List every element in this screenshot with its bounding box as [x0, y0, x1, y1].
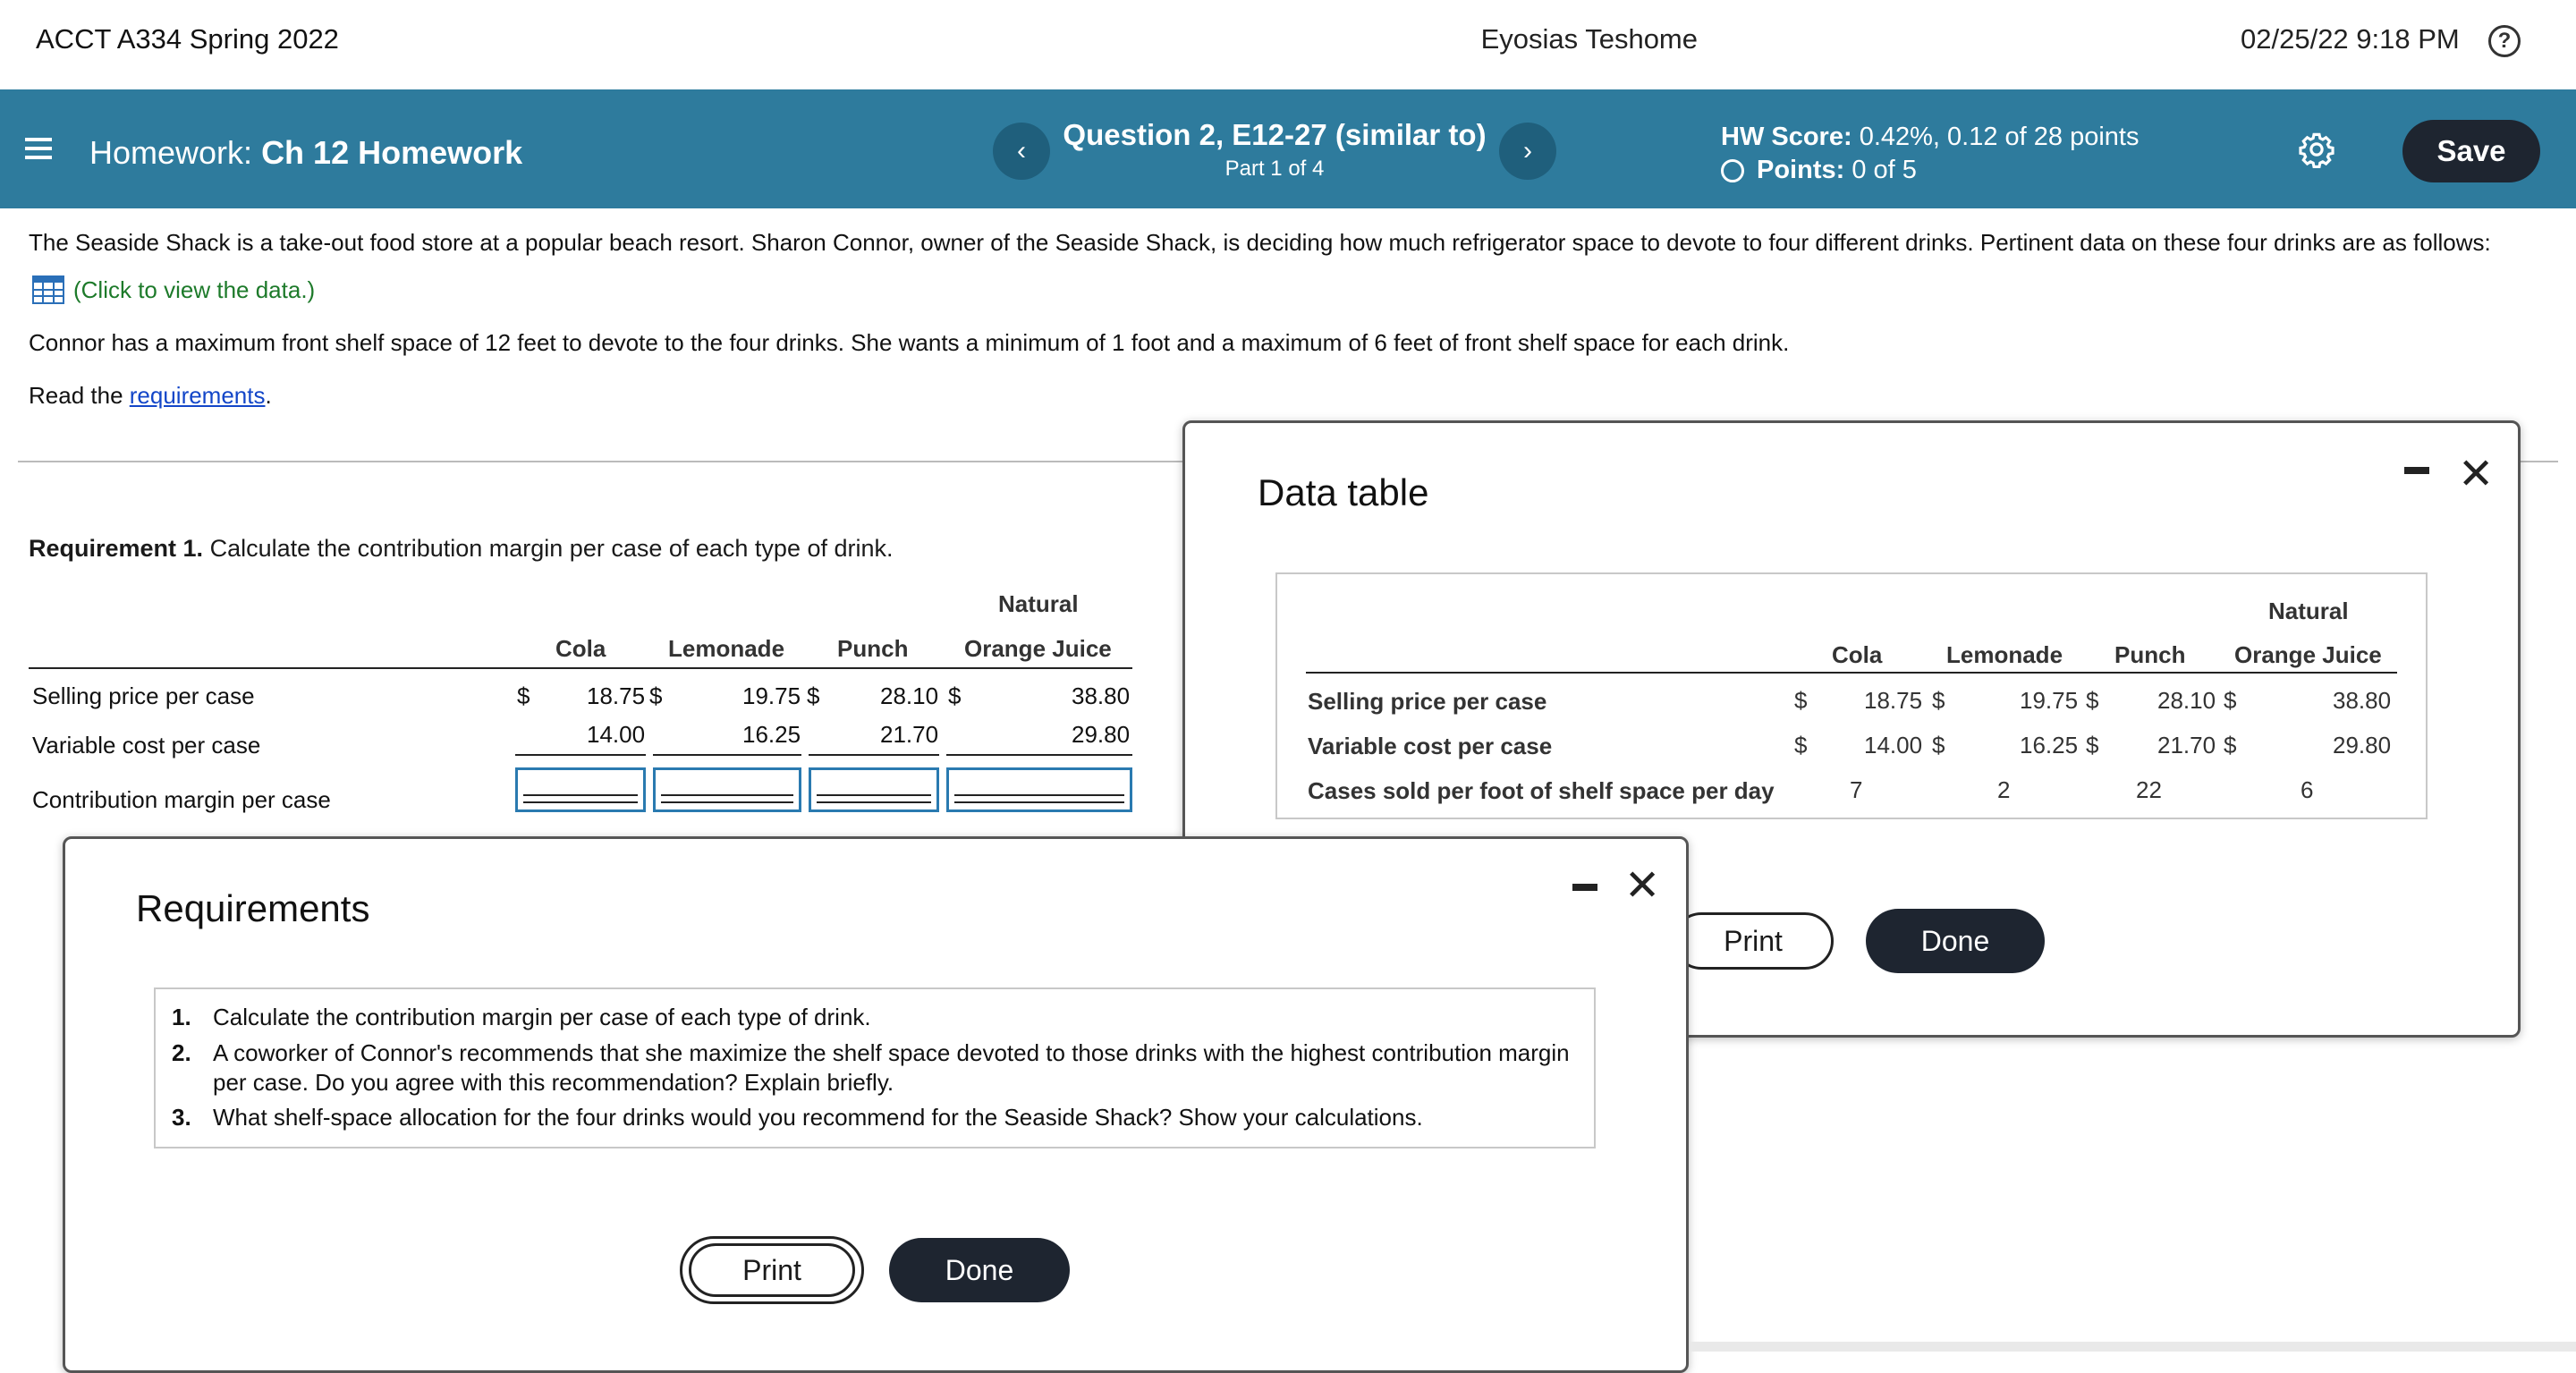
row-label: Contribution margin per case — [32, 786, 331, 813]
requirements-print-button[interactable] — [680, 1236, 864, 1304]
print-label[interactable]: Print — [689, 1243, 855, 1297]
help-icon[interactable]: ? — [2488, 25, 2521, 57]
requirement-number: 1. — [172, 1004, 191, 1030]
cell-value: 19.75 — [742, 682, 801, 709]
student-name: Eyosias Teshome — [1480, 23, 1698, 55]
points-value: 0 of 5 — [1852, 156, 1917, 184]
cell-value: 29.80 — [1072, 721, 1131, 748]
question-title: Question 2, E12-27 (similar to) — [1063, 118, 1487, 151]
requirement-1-prompt — [29, 535, 894, 563]
homework-name: Ch 12 Homework — [261, 134, 523, 171]
requirement-item — [172, 1039, 1570, 1067]
homework-prefix: Homework: — [89, 134, 253, 171]
currency-symbol: $ — [1932, 687, 1945, 714]
currency-symbol: $ — [517, 682, 530, 709]
question-part: Part 1 of 4 — [1224, 157, 1325, 181]
view-data-label[interactable]: (Click to view the data.) — [73, 275, 316, 303]
subtotal-rule — [515, 754, 646, 756]
cell-value: 21.70 — [2157, 732, 2216, 759]
cell-value: 22 — [2136, 776, 2162, 803]
save-button[interactable]: Save — [2402, 120, 2540, 182]
column-header: Cola — [555, 635, 606, 662]
header-rule — [29, 667, 1132, 669]
subtotal-rule — [653, 754, 801, 756]
read-suffix: . — [265, 382, 272, 409]
minimize-icon[interactable] — [1572, 884, 1597, 891]
row-label: Cases sold per foot of shelf space per day — [1308, 777, 1775, 804]
points — [1721, 156, 1917, 185]
requirement-text: Calculate the contribution margin per case of each type of drink. — [213, 1004, 871, 1030]
requirement-item — [172, 1104, 1423, 1131]
column-header: Orange Juice — [2234, 641, 2382, 668]
currency-symbol: $ — [1794, 732, 1808, 759]
column-header: Lemonade — [1946, 641, 2063, 668]
cell-value: 18.75 — [1864, 687, 1923, 714]
next-question-button[interactable]: › — [1499, 123, 1556, 180]
currency-symbol: $ — [807, 682, 820, 709]
minimize-icon[interactable] — [2404, 467, 2429, 474]
column-header: Punch — [2114, 641, 2186, 668]
hw-score — [1721, 123, 2140, 152]
horizontal-scrollbar[interactable] — [1690, 1342, 2576, 1352]
datetime: 02/25/22 9:18 PM — [2241, 23, 2460, 55]
column-natural: Natural — [998, 590, 1079, 617]
hw-score-value: 0.42%, 0.12 of 28 points — [1859, 123, 2140, 151]
column-natural: Natural — [2268, 598, 2349, 624]
orange-juice-cm-input[interactable] — [946, 767, 1132, 812]
menu-icon[interactable] — [25, 138, 52, 159]
header-rule — [1306, 672, 2397, 674]
cell-value: 28.10 — [880, 682, 939, 709]
currency-symbol: $ — [1932, 732, 1945, 759]
requirement-number: 2. — [172, 1039, 191, 1066]
currency-symbol: $ — [2224, 687, 2237, 714]
homework-title — [89, 134, 522, 172]
cell-value: 7 — [1850, 776, 1863, 803]
cell-value: 2 — [1997, 776, 2011, 803]
cell-value: 18.75 — [587, 682, 646, 709]
cell-value: 14.00 — [1864, 732, 1923, 759]
points-status-icon — [1721, 159, 1744, 182]
course-title: ACCT A334 Spring 2022 — [36, 23, 339, 55]
cell-value: 19.75 — [2020, 687, 2079, 714]
row-label: Variable cost per case — [1308, 733, 1553, 759]
data-done-button[interactable]: Done — [1866, 909, 2045, 973]
lemonade-cm-input[interactable] — [653, 767, 801, 812]
problem-intro: The Seaside Shack is a take-out food store at a popular beach resort. Sharon Connor, owner of the Seaside Shack, is deciding how much refrigerator space to devote to four different drinks. Pertinent data on these four drinks are as follows: — [29, 229, 2491, 256]
row-label: Selling price per case — [1308, 688, 1547, 715]
cell-value: 6 — [2301, 776, 2314, 803]
close-icon[interactable]: ✕ — [1624, 862, 1661, 910]
problem-constraint: Connor has a maximum front shelf space of 12 feet to devote to the four drinks. She wants a minimum of 1 foot and a maximum of 6 feet of front shelf space for each drink. — [29, 329, 1790, 356]
requirement-1-text: Calculate the contribution margin per case of each type of drink. — [209, 535, 894, 562]
column-header: Punch — [837, 635, 909, 662]
cell-value: 16.25 — [742, 721, 801, 748]
currency-symbol: $ — [649, 682, 663, 709]
currency-symbol: $ — [1794, 687, 1808, 714]
requirements-title: Requirements — [136, 887, 370, 929]
hw-score-label: HW Score: — [1721, 123, 1852, 151]
column-header: Lemonade — [668, 635, 785, 662]
requirements-link[interactable]: requirements — [129, 382, 266, 409]
previous-question-button[interactable]: ‹ — [993, 123, 1050, 180]
view-data-link[interactable] — [32, 275, 315, 304]
currency-symbol: $ — [948, 682, 962, 709]
cell-value: 38.80 — [1072, 682, 1131, 709]
subtotal-rule — [809, 754, 939, 756]
cell-value: 21.70 — [880, 721, 939, 748]
punch-cm-input[interactable] — [809, 767, 939, 812]
cell-value: 29.80 — [2333, 732, 2392, 759]
cell-value: 38.80 — [2333, 687, 2392, 714]
gear-icon[interactable] — [2298, 131, 2335, 168]
cell-value: 16.25 — [2020, 732, 2079, 759]
cell-value: 14.00 — [587, 721, 646, 748]
requirement-item-continued: per case. Do you agree with this recommendation? Explain briefly. — [213, 1069, 894, 1096]
cola-cm-input[interactable] — [515, 767, 646, 812]
close-icon[interactable]: ✕ — [2458, 451, 2495, 498]
requirement-text: A coworker of Connor's recommends that she maximize the shelf space devoted to those drinks with the highest contribution margin — [213, 1039, 1570, 1066]
points-label: Points: — [1757, 156, 1845, 184]
row-label: Selling price per case — [32, 682, 255, 709]
requirement-item — [172, 1004, 871, 1031]
column-header: Cola — [1832, 641, 1883, 668]
cell-value: 28.10 — [2157, 687, 2216, 714]
requirement-1-label: Requirement 1. — [29, 535, 204, 562]
table-icon — [32, 275, 64, 304]
currency-symbol: $ — [2086, 732, 2099, 759]
currency-symbol: $ — [2086, 687, 2099, 714]
currency-symbol: $ — [2224, 732, 2237, 759]
data-print-button[interactable]: Print — [1673, 912, 1834, 970]
requirement-text: What shelf-space allocation for the four drinks would you recommend for the Seaside Shack? Show your calculations. — [213, 1104, 1423, 1131]
requirement-number: 3. — [172, 1104, 191, 1131]
read-requirements — [29, 382, 272, 410]
data-table-title: Data table — [1258, 471, 1429, 513]
row-label: Variable cost per case — [32, 732, 261, 759]
requirements-done-button[interactable]: Done — [889, 1238, 1070, 1302]
subtotal-rule — [946, 754, 1132, 756]
read-prefix: Read the — [29, 382, 130, 409]
column-header: Orange Juice — [964, 635, 1112, 662]
